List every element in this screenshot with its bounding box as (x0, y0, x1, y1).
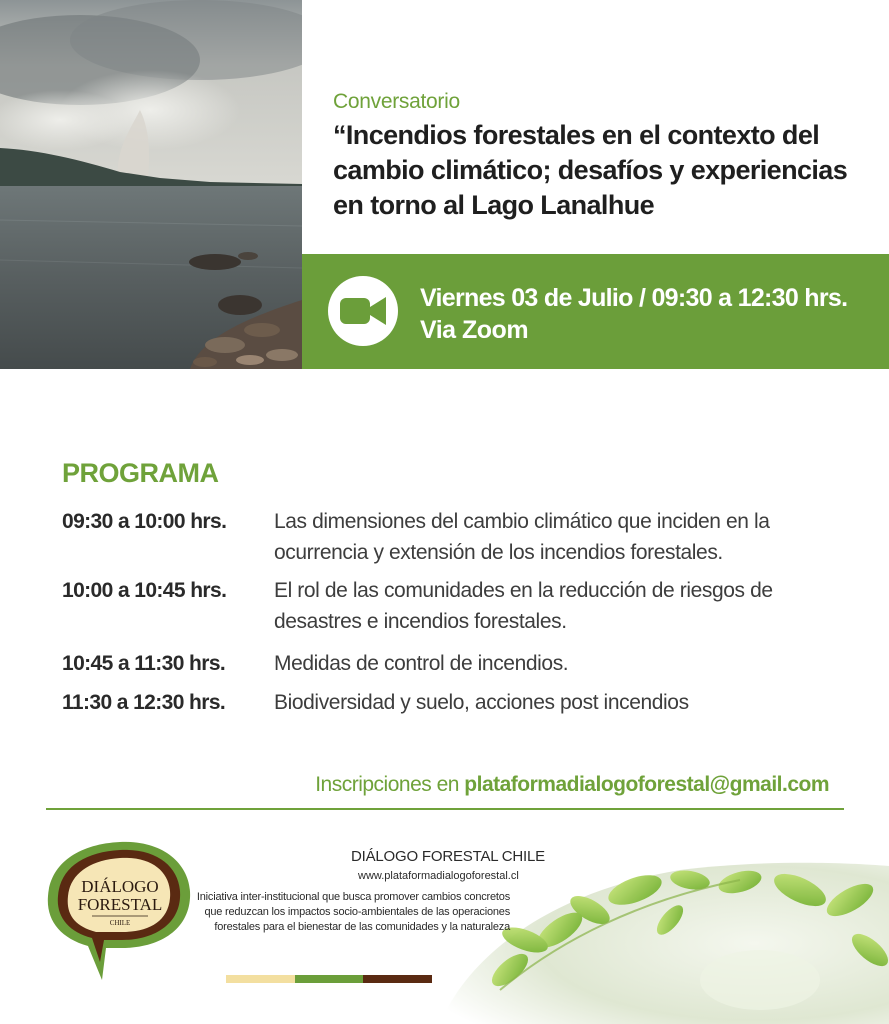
programa-item-description: El rol de las comunidades en la reducción de riesgos de desastres e incendios forestales. (274, 579, 773, 633)
registration-prefix: Inscripciones en (315, 773, 459, 796)
strip-segment (295, 975, 364, 983)
programa-item (62, 648, 842, 679)
strip-segment (226, 975, 295, 983)
programa-item-time: 09:30 a 10:00 hrs. (62, 510, 227, 533)
brand-color-strip (226, 975, 432, 983)
strip-segment (363, 975, 432, 983)
programa-item-description: Medidas de control de incendios. (274, 652, 569, 675)
registration-email-link[interactable]: plataformadialogoforestal@gmail.com (464, 773, 829, 796)
programa-item-time: 10:45 a 11:30 hrs. (62, 652, 226, 675)
programa-item-description: Las dimensiones del cambio climático que inciden en la ocurrencia y extensión de los incendios forestales. (274, 510, 770, 564)
programa-item-description: Biodiversidad y suelo, acciones post incendios (274, 691, 689, 714)
programa-item (62, 687, 842, 718)
logo-text-line-3: CHILE (109, 919, 131, 927)
org-description: Iniciativa inter-institucional que busca promover cambios concretos que reduzcan los impactos socio-ambientales de las operaciones forestales para el bienestar de las comunidades y la naturaleza (196, 891, 510, 933)
leaves-image (440, 860, 889, 1024)
programa-item-time: 10:00 a 10:45 hrs. (62, 579, 227, 602)
programa-item (62, 506, 842, 568)
logo-text-line-2: FORESTAL (77, 895, 163, 914)
programa-item-time: 11:30 a 12:30 hrs. (62, 691, 226, 714)
registration-line (315, 773, 829, 797)
event-platform: Via Zoom (420, 316, 529, 344)
video-camera-icon (328, 276, 398, 346)
programa-heading: PROGRAMA (62, 458, 219, 488)
divider (46, 808, 844, 810)
programa-item (62, 575, 842, 637)
org-name: DIÁLOGO FORESTAL CHILE (351, 848, 545, 865)
event-date-time: Viernes 03 de Julio / 09:30 a 12:30 hrs. (420, 284, 848, 312)
event-title: “Incendios forestales en el contexto del cambio climático; desafíos y experiencias en torno al Lago Lanalhue (333, 120, 848, 220)
event-info-band (302, 254, 889, 369)
logo-text-line-1: DIÁLOGO (81, 877, 159, 896)
lake-smoke-photo (0, 0, 302, 369)
event-kind-label: Conversatorio (333, 90, 460, 113)
dialogo-forestal-logo (40, 836, 200, 986)
org-website-link[interactable]: www.plataformadialogoforestal.cl (358, 870, 519, 882)
